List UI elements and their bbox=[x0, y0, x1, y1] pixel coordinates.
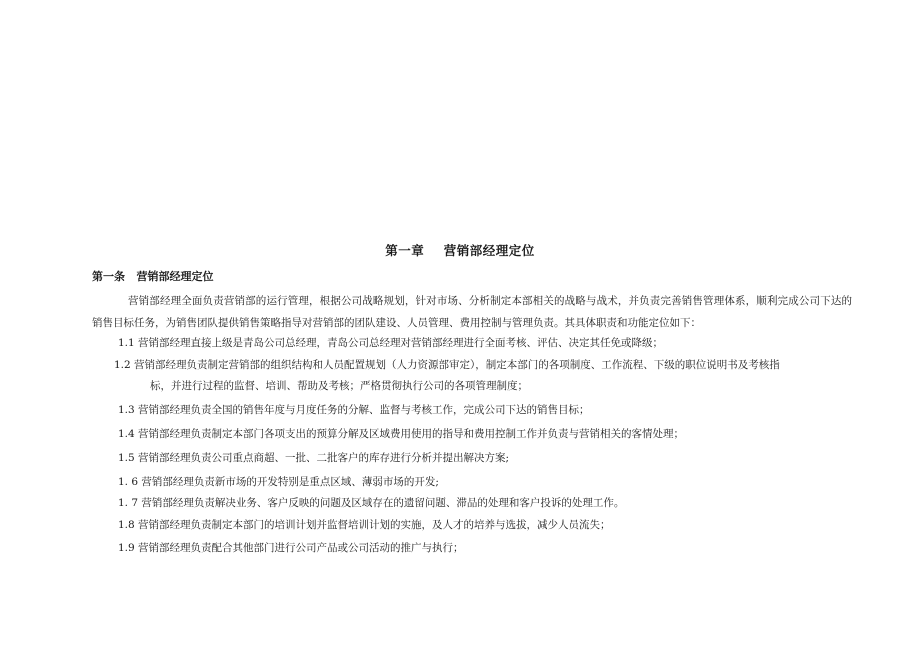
list-item-text: 1.4 营销部经理负责制定本部门各项支出的预算分解及区域费用使用的指导和费用控制工作并负责与营销相关的客情处理； bbox=[118, 428, 685, 440]
intro-paragraph: 营销部经理全面负责营销部的运行管理，根据公司战略规划，针对市场、分析制定本部相关的战略与战术，并负责完善销售管理体系，顺利完成公司下达的销售目标任务，为销售团队提供销售策略指导对营销部的团队建设、人员管理、费用控制与管理负责。其具体职责和功能定位如下： bbox=[92, 295, 852, 329]
list-item-1-3 bbox=[118, 400, 590, 421]
list-item-text: 1. 7 营销部经理负责解决业务、客户反映的问题及区域存在的遗留问题、滞品的处理和客户投诉的处理工作。 bbox=[118, 497, 625, 509]
list-item-1-5 bbox=[118, 448, 509, 469]
list-item-text: 1.2 营销部经理负责制定营销部的组织结构和人员配置规划（人力资源部审定），制定本部门的各项制度、工作流程、下级的职位说明书及考核指 bbox=[114, 359, 780, 371]
chapter-title: 第一章 营销部经理定位 bbox=[385, 243, 535, 258]
list-item-1-1 bbox=[118, 333, 663, 354]
list-item-text: 1.8 营销部经理负责制定本部门的培训计划并监督培训计划的实施，及人才的培养与选拔，减少人员流失； bbox=[118, 519, 611, 531]
list-item-1-2 bbox=[114, 355, 780, 397]
list-item-1-9 bbox=[118, 538, 464, 559]
list-item-1-4 bbox=[118, 424, 684, 445]
list-item-text: 1.9 营销部经理负责配合其他部门进行公司产品或公司活动的推广与执行； bbox=[118, 542, 464, 554]
list-item-1-8 bbox=[118, 515, 611, 536]
list-item-text: 1.1 营销部经理直接上级是青岛公司总经理，青岛公司总经理对营销部经理进行全面考核、评估、决定其任免或降级； bbox=[118, 337, 664, 349]
list-item-text: 1.5 营销部经理负责公司重点商超、一批、二批客户的库存进行分析并提出解决方案; bbox=[118, 452, 510, 464]
section-title: 第一条 营销部经理定位 bbox=[92, 270, 214, 283]
list-item-text: 1. 6 营销部经理负责新市场的开发特别是重点区域、薄弱市场的开发; bbox=[118, 476, 439, 488]
list-item-text: 1.3 营销部经理负责全国的销售年度与月度任务的分解、监督与考核工作，完成公司下达的销售目标； bbox=[118, 404, 590, 416]
list-item-continuation: 标，并进行过程的监督、培训、帮助及考核；严格贯彻执行公司的各项管理制度； bbox=[150, 380, 528, 392]
list-item-1-6 bbox=[118, 472, 439, 493]
list-item-1-7 bbox=[118, 493, 624, 514]
